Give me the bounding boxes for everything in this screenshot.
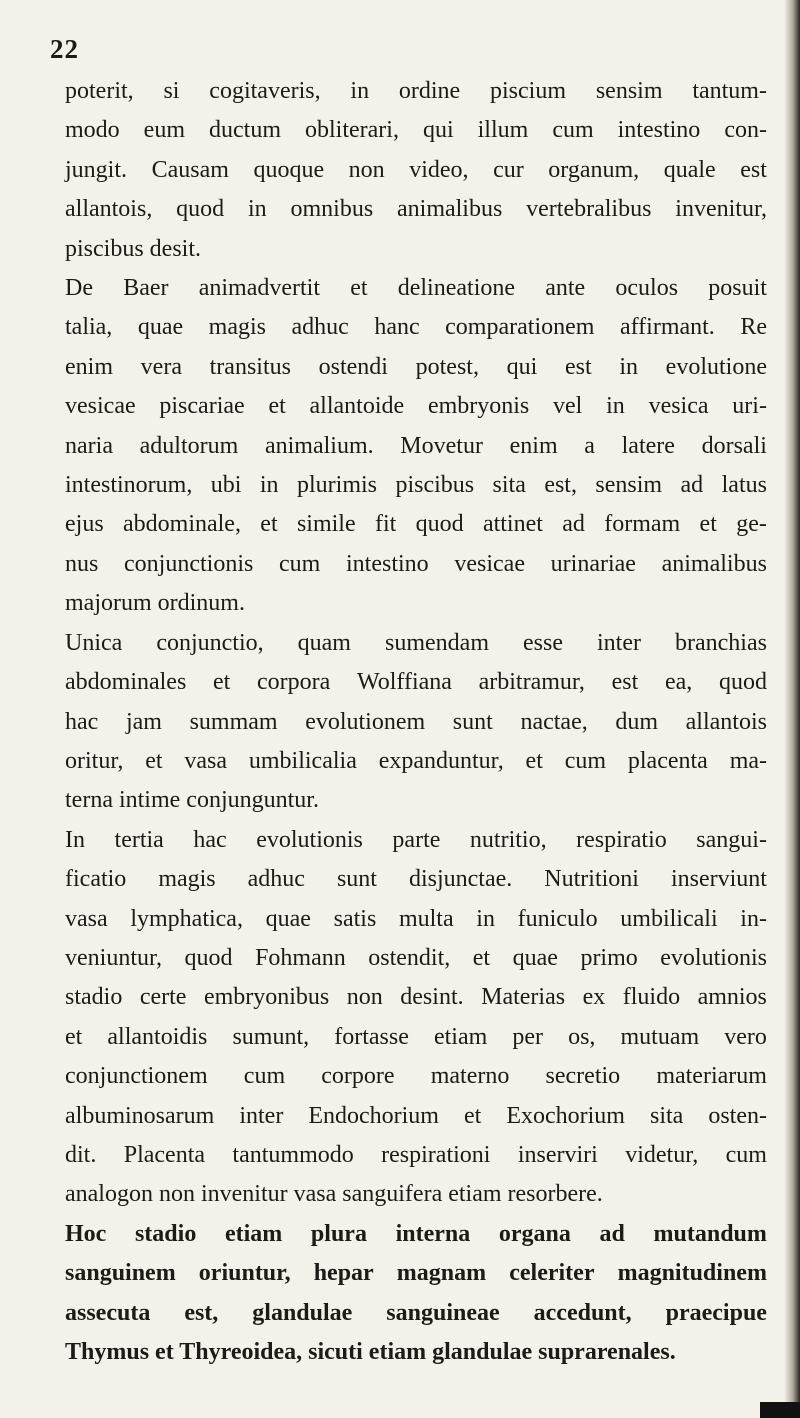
- text-line: ficatio magis adhuc sunt disjunctae. Nutritioni inserviunt: [65, 866, 767, 893]
- page-edge-shadow: [784, 0, 800, 1418]
- text-line: sanguinem oriuntur, hepar magnam celeriter magnitudinem: [65, 1260, 767, 1287]
- text-line: dit. Placenta tantummodo respirationi inserviri videtur, cum: [65, 1141, 767, 1168]
- text-line: poterit, si cogitaveris, in ordine piscium sensim tantum-: [65, 78, 767, 104]
- text-line: De Baer animadvertit et delineatione ante oculos posuit: [65, 275, 767, 302]
- text-line: piscibus desit.: [65, 235, 201, 262]
- corner-mark: [760, 1402, 800, 1418]
- paragraph-3: [65, 624, 767, 821]
- page-number: 22: [50, 34, 79, 64]
- text-line: In tertia hac evolutionis parte nutritio, respiratio sangui-: [65, 826, 767, 853]
- text-line: terna intime conjunguntur.: [65, 787, 319, 814]
- text-line: intestinorum, ubi in plurimis piscibus sita est, sensim ad latus: [65, 472, 767, 499]
- paragraph-5: [65, 1215, 767, 1373]
- paragraph-2: [65, 269, 767, 624]
- text-line: modo eum ductum obliterari, qui illum cum intestino con-: [65, 117, 767, 144]
- text-line: enim vera transitus ostendi potest, qui est in evolutione: [65, 353, 767, 380]
- text-line: assecuta est, glandulae sanguineae accedunt, praecipue: [65, 1299, 767, 1326]
- text-line: ejus abdominale, et simile fit quod attinet ad formam et ge-: [65, 511, 767, 538]
- text-line: veniuntur, quod Fohmann ostendit, et quae primo evolutionis: [65, 944, 767, 971]
- text-line: conjunctionem cum corpore materno secretio materiarum: [65, 1063, 767, 1090]
- text-line: vesicae piscariae et allantoide embryonis vel in vesica uri-: [65, 393, 767, 420]
- text-line: Thymus et Thyreoidea, sicuti etiam glandulae suprarenales.: [65, 1339, 676, 1365]
- text-line: talia, quae magis adhuc hanc comparationem affirmant. Re: [65, 314, 767, 341]
- text-line: allantois, quod in omnibus animalibus vertebralibus invenitur,: [65, 196, 767, 223]
- text-line: vasa lymphatica, quae satis multa in funiculo umbilicali in-: [65, 905, 767, 932]
- text-line: Unica conjunctio, quam sumendam esse inter branchias: [65, 629, 767, 656]
- text-line: analogon non invenitur vasa sanguifera etiam resorbere.: [65, 1181, 603, 1208]
- text-line: naria adultorum animalium. Movetur enim a latere dorsali: [65, 432, 767, 459]
- text-line: nus conjunctionis cum intestino vesicae urinariae animalibus: [65, 550, 767, 577]
- text-line: hac jam summam evolutionem sunt nactae, dum allantois: [65, 708, 767, 735]
- text-line: oritur, et vasa umbilicalia expanduntur, et cum placenta ma-: [65, 747, 767, 774]
- text-line: abdominales et corpora Wolffiana arbitramur, est ea, quod: [65, 669, 767, 696]
- text-line: majorum ordinum.: [65, 590, 245, 617]
- text-line: et allantoidis sumunt, fortasse etiam per os, mutuam vero: [65, 1023, 767, 1050]
- text-line: Hoc stadio etiam plura interna organa ad mutandum: [65, 1220, 767, 1247]
- text-line: albuminosarum inter Endochorium et Exochorium sita osten-: [65, 1102, 767, 1129]
- body-text: [65, 72, 767, 1372]
- paragraph-4: [65, 821, 767, 1215]
- text-line: stadio certe embryonibus non desint. Materias ex fluido amnios: [65, 984, 767, 1011]
- paragraph-1: [65, 72, 767, 269]
- text-line: jungit. Causam quoque non video, cur organum, quale est: [65, 156, 767, 183]
